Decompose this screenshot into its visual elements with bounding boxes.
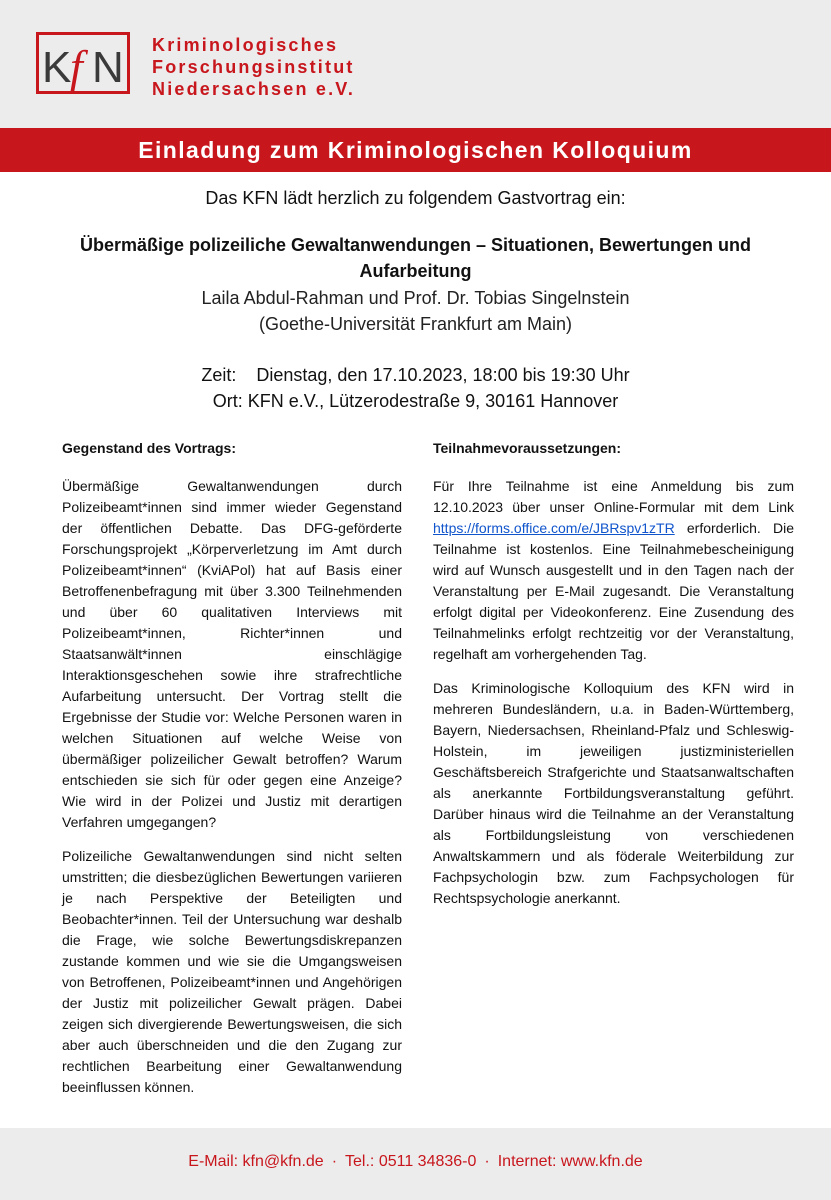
topic-paragraph-1: Übermäßige Gewaltanwendungen durch Polizeibeamt*innen sind immer wieder Gegenstand der öffentlichen Debatte. Das DFG-geförderte Forschungsprojekt „Körperverletzung im Amt durch Polizeibeamt*innen“ (KviAPol) hat auf Basis einer Betroffenenbefragung mit über 3.300 Teilnehmenden und über 60 qualitativen Interviews mit Polizeibeamt*innen, Richter*innen und Staatsanwält*innen einschlägige Interaktionsgeschehen sowie ihre strafrechtliche Aufarbeitung untersucht. Der Vortrag stellt die Ergebnisse der Studie vor: Welche Personen waren in welchen Situationen auf welche Weise von übermäßiger polizeilicher Gewalt betroffen? Warum entschieden sie sich für oder gegen eine Anzeige? Wie wird in der Polizei und Justiz mit derartigen Verfahren umgegangen?	[62, 478, 402, 830]
requirements-heading: Teilnahmevoraussetzungen:	[433, 440, 622, 456]
kfn-logo	[36, 32, 130, 94]
topic-paragraph-2: Polizeiliche Gewaltanwendungen sind nicht selten umstritten; die diesbezüglichen Bewertungen variieren je nach Perspektive der Beteiligten und Beobachter*innen. Teil der Untersuchung war deshalb die Frage, wie solche Bewertungsdiskrepanzen zustande kommen und wie sie die Umgangsweisen von Betroffenen, Polizeibeamt*innen und Angehörigen der Justiz mit polizeilicher Gewalt prägen. Dabei zeigen sich divergierende Bewertungsweisen, die sich aber auch überschneiden und die den Zugang zur rechtlichen Bearbeitung einer Gewaltanwendung beeinflussen können.	[62, 848, 402, 1095]
org-name	[152, 34, 355, 100]
header	[0, 0, 831, 128]
requirements-paragraph-1	[433, 476, 794, 665]
speaker-affiliation: (Goethe-Universität Frankfurt am Main)	[258, 314, 573, 334]
svg-text:f: f	[70, 41, 83, 92]
event-place	[0, 388, 831, 414]
kfn-logo-icon	[36, 32, 130, 94]
requirements-paragraph-2: Das Kriminologische Kolloquium des KFN wird in mehreren Bundesländern, u.a. in Baden-Württemberg, Bayern, Niedersachsen, Rheinland-Pfalz und Schleswig-Holstein, im jeweiligen justizministeriellen Geschäftsbereich Strafgerichte und Staatsanwaltschaften als anerkannte Fortbildungsveranstaltung geführt. Darüber hinaus wird die Teilnahme an der Veranstaltung als Fortbildungsleistung von verschiedenen Anwaltskammern und als föderale Weiterbildung zur Fachpsychologin bzw. zum Fachpsychologen für Rechtspsychologie anerkannt.	[433, 680, 794, 906]
event-time	[0, 362, 831, 388]
svg-text:N: N	[92, 43, 124, 92]
org-name-line-2: Forschungsinstitut	[152, 57, 355, 77]
intro-text: Das KFN lädt herzlich zu folgendem Gastvortrag ein:	[205, 188, 626, 208]
org-name-line-1: Kriminologisches	[152, 35, 339, 55]
topic-heading: Gegenstand des Vortrags:	[62, 440, 237, 456]
talk-title: Übermäßige polizeiliche Gewaltanwendungen – Situationen, Bewertungen und Aufarbeitung	[79, 235, 752, 281]
speakers	[0, 285, 831, 337]
footer-phone: Tel.: 0511 34836-0	[345, 1153, 477, 1170]
footer-email: E-Mail: kfn@kfn.de	[188, 1153, 324, 1170]
registration-link[interactable]: https://forms.office.com/e/JBRspv1zTR	[433, 520, 675, 536]
place-label: Ort:	[212, 391, 243, 411]
registration-text-after: erforderlich. Die Teilnahme ist kostenlos. Eine Teilnahmebescheinigung wird auf Wunsch ausgestellt und in den Tagen nach der Veranstaltung per E-Mail zugesandt. Die Veranstaltung erfolgt digital per Videokonferenz. Eine Zusendung des Teilnahmelinks erfolgt rechtzeitig vor der Veranstaltung, regelhaft am vorhergehenden Tag.	[433, 520, 794, 662]
registration-text: Für Ihre Teilnahme ist eine Anmeldung bis zum 12.10.2023 über unser Online-Formular mit dem Link	[433, 478, 794, 515]
right-column	[433, 438, 794, 922]
org-name-line-3: Niedersachsen e.V.	[152, 79, 356, 99]
place-value: KFN e.V., Lützerodestraße 9, 30161 Hannover	[247, 391, 619, 411]
svg-text:K: K	[42, 43, 72, 92]
invitation-banner: Einladung zum Kriminologischen Kolloquium	[0, 128, 831, 172]
footer-web: Internet: www.kfn.de	[497, 1153, 643, 1170]
footer-separator: ·	[484, 1153, 490, 1170]
event-details	[0, 362, 831, 414]
speaker-names: Laila Abdul-Rahman und Prof. Dr. Tobias Singelnstein	[201, 288, 630, 308]
footer-contact	[0, 1153, 831, 1171]
footer-separator: ·	[331, 1153, 338, 1170]
time-label: Zeit:	[201, 365, 237, 385]
time-value: Dienstag, den 17.10.2023, 18:00 bis 19:30 Uhr	[256, 365, 630, 385]
left-column	[62, 438, 402, 1111]
